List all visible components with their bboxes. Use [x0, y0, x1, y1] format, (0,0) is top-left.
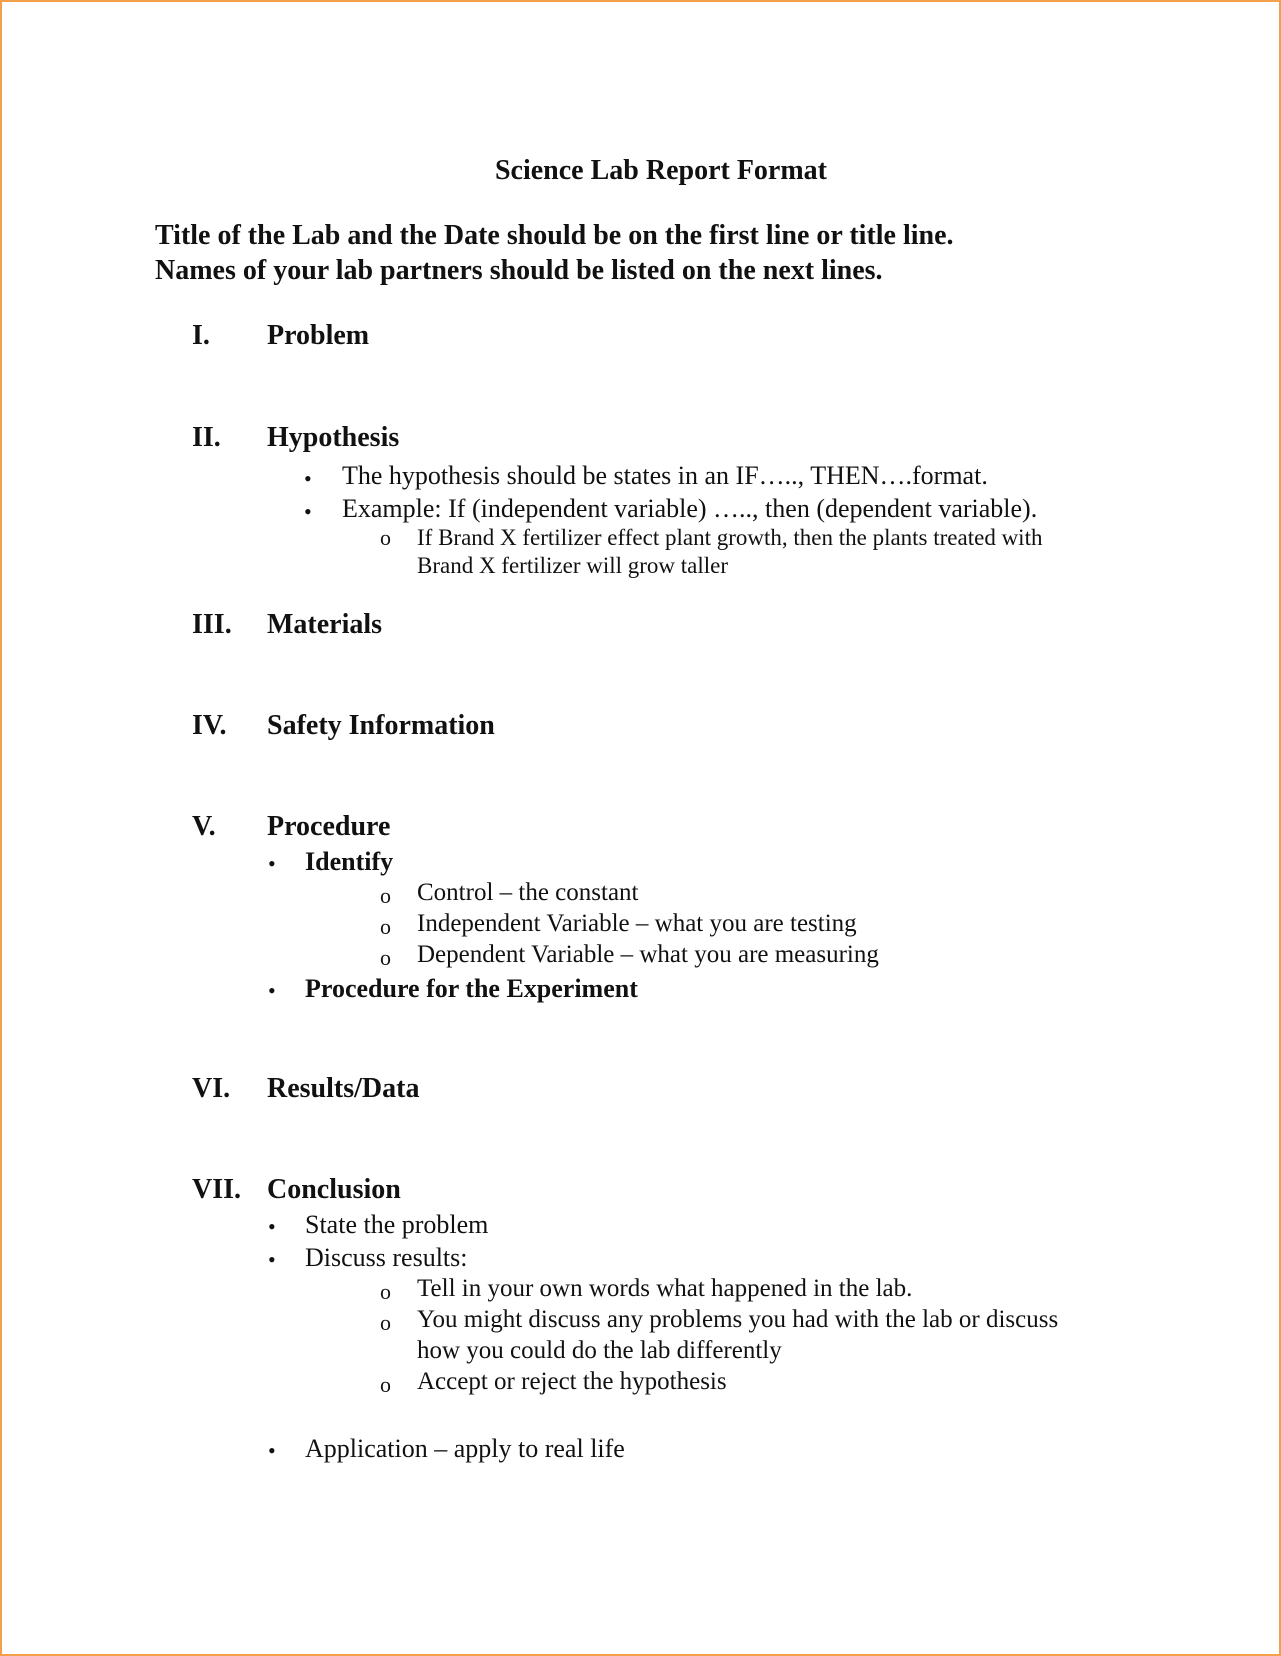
circle-glyph: o — [380, 525, 391, 550]
bullet-glyph: • — [304, 499, 312, 524]
section-title-safety-information: Safety Information — [267, 710, 495, 741]
section-number-5: V. — [192, 811, 216, 842]
section-title-conclusion: Conclusion — [267, 1174, 401, 1205]
intro-line-1: Title of the Lab and the Date should be on the first line or title line. — [155, 220, 954, 251]
conclusion-sub-accept-reject: Accept or reject the hypothesis — [417, 1368, 727, 1395]
bullet-glyph: • — [304, 466, 312, 491]
section-number-7: VII. — [192, 1174, 242, 1205]
intro-line-2: Names of your lab partners should be listed on the next lines. — [155, 255, 883, 286]
circle-glyph: o — [380, 914, 391, 939]
circle-glyph: o — [380, 1372, 391, 1397]
hypothesis-bullet-1: The hypothesis should be states in an IF….., THEN….format. — [342, 461, 988, 490]
circle-glyph: o — [380, 945, 391, 970]
section-title-procedure: Procedure — [267, 811, 391, 842]
hypothesis-bullet-2: Example: If (independent variable) ….., then (dependent variable). — [342, 494, 1038, 523]
section-title-hypothesis: Hypothesis — [267, 422, 400, 453]
section-title-results-data: Results/Data — [267, 1073, 420, 1104]
bullet-glyph: • — [268, 978, 276, 1003]
conclusion-sub-problems-line-1: You might discuss any problems you had with the lab or discuss — [417, 1306, 1059, 1333]
circle-glyph: o — [380, 883, 391, 908]
section-number-1: I. — [192, 320, 210, 351]
hypothesis-sub-line-1: If Brand X fertilizer effect plant growth, then the plants treated with — [417, 525, 1043, 550]
procedure-experiment: Procedure for the Experiment — [305, 974, 638, 1003]
section-number-3: III. — [192, 609, 232, 640]
section-title-problem: Problem — [267, 320, 370, 351]
page-title: Science Lab Report Format — [494, 155, 828, 186]
procedure-sub-dependent: Dependent Variable – what you are measuring — [417, 941, 879, 968]
circle-glyph: o — [380, 1310, 391, 1335]
bullet-glyph: • — [268, 1438, 276, 1463]
conclusion-sub-problems-line-2: how you could do the lab differently — [417, 1337, 782, 1364]
hypothesis-sub-line-2: Brand X fertilizer will grow taller — [417, 553, 729, 578]
circle-glyph: o — [380, 1279, 391, 1304]
conclusion-bullet-state-problem: State the problem — [305, 1210, 489, 1239]
section-number-2: II. — [192, 422, 221, 453]
section-title-materials: Materials — [267, 609, 383, 640]
conclusion-bullet-discuss-results: Discuss results: — [305, 1243, 468, 1272]
bullet-glyph: • — [268, 851, 276, 876]
section-number-6: VI. — [192, 1073, 231, 1104]
bullet-glyph: • — [268, 1214, 276, 1239]
section-number-4: IV. — [192, 710, 227, 741]
conclusion-bullet-application: Application – apply to real life — [305, 1434, 625, 1463]
conclusion-sub-tell: Tell in your own words what happened in the lab. — [417, 1275, 913, 1302]
procedure-sub-control: Control – the constant — [417, 879, 639, 906]
bullet-glyph: • — [268, 1247, 276, 1272]
procedure-identify: Identify — [305, 847, 394, 876]
procedure-sub-independent: Independent Variable – what you are testing — [417, 910, 857, 937]
